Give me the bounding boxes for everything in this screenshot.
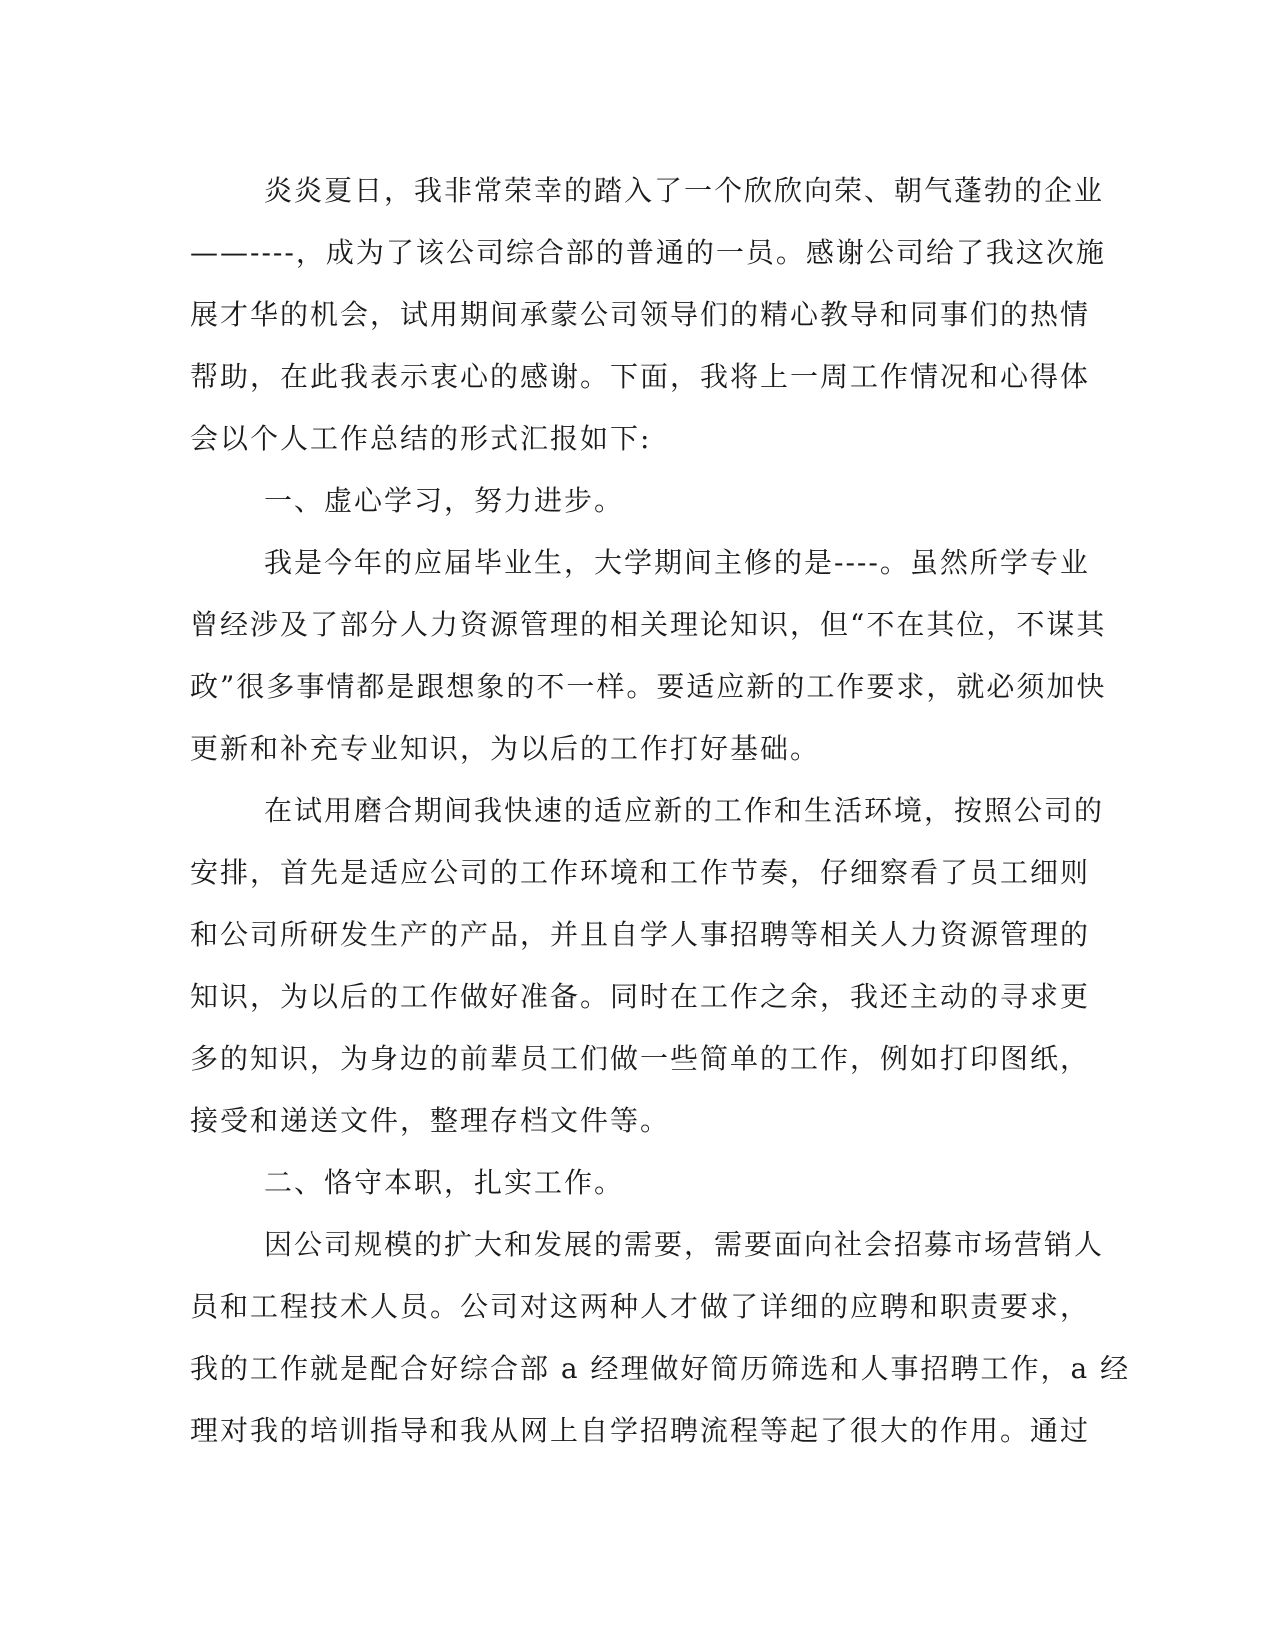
text-line: 多的知识，为身边的前辈员工们做一些简单的工作，例如打印图纸， xyxy=(190,1042,1091,1075)
text-line: 我的工作就是配合好综合部 a 经理做好简历筛选和人事招聘工作，a 经 xyxy=(190,1352,1131,1385)
text-line: 政”很多事情都是跟想象的不一样。要适应新的工作要求，就必须加快 xyxy=(190,670,1107,703)
section-heading: 一、虚心学习，努力进步。 xyxy=(264,484,625,517)
section-heading: 二、恪守本职，扎实工作。 xyxy=(264,1166,625,1199)
text-line: 会以个人工作总结的形式汇报如下: xyxy=(190,422,652,455)
text-line: 员和工程技术人员。公司对这两种人才做了详细的应聘和职责要求， xyxy=(190,1290,1091,1323)
text-line: ——----，成为了该公司综合部的普通的一员。感谢公司给了我这次施 xyxy=(190,236,1106,269)
text-line: 安排，首先是适应公司的工作环境和工作节奏，仔细察看了员工细则 xyxy=(190,856,1091,889)
text-line: 知识，为以后的工作做好准备。同时在工作之余，我还主动的寻求更 xyxy=(190,980,1091,1013)
text-line: 和公司所研发生产的产品，并且自学人事招聘等相关人力资源管理的 xyxy=(190,918,1091,951)
text-line: 展才华的机会，试用期间承蒙公司领导们的精心教导和同事们的热情 xyxy=(190,298,1091,331)
text-line: 帮助，在此我表示衷心的感谢。下面，我将上一周工作情况和心得体 xyxy=(190,360,1091,393)
text-line: 理对我的培训指导和我从网上自学招聘流程等起了很大的作用。通过 xyxy=(190,1414,1091,1447)
text-line: 接受和递送文件，整理存档文件等。 xyxy=(190,1104,671,1137)
text-line: 在试用磨合期间我快速的适应新的工作和生活环境，按照公司的 xyxy=(264,794,1105,827)
text-line: 我是今年的应届毕业生，大学期间主修的是----。虽然所学专业 xyxy=(264,546,1090,579)
text-line: 炎炎夏日，我非常荣幸的踏入了一个欣欣向荣、朝气蓬勃的企业 xyxy=(264,174,1105,207)
text-line: 因公司规模的扩大和发展的需要，需要面向社会招募市场营销人 xyxy=(264,1228,1105,1261)
text-line: 曾经涉及了部分人力资源管理的相关理论知识，但“不在其位，不谋其 xyxy=(190,608,1107,641)
document-body xyxy=(190,160,1131,1462)
text-line: 更新和补充专业知识，为以后的工作打好基础。 xyxy=(190,732,821,765)
